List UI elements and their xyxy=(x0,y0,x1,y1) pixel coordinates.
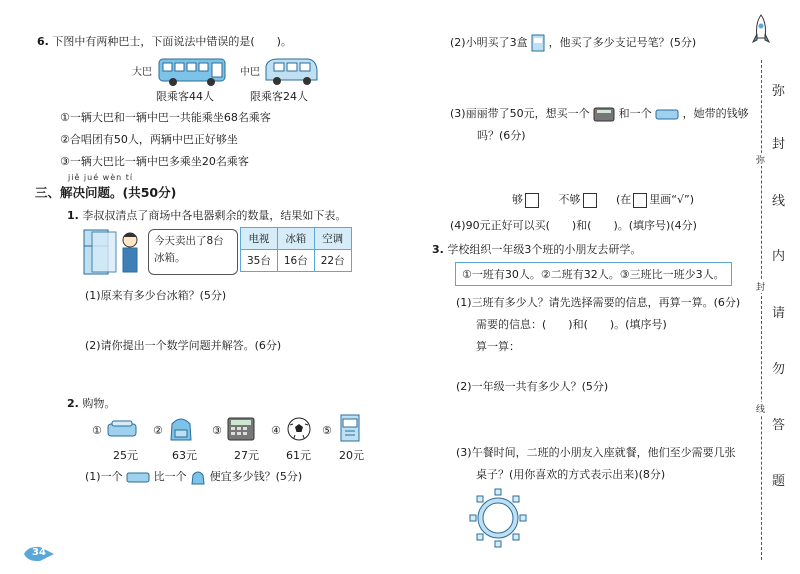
item-5-mark: ⑤ xyxy=(322,424,332,437)
speech-bubble: 今天卖出了8台冰箱。 xyxy=(148,229,238,275)
big-bus-label: 大巴 xyxy=(132,67,152,78)
mid-bus-illustration xyxy=(262,56,320,88)
q3-sub1: (1)三班有多少人？请先选择需要的信息，再算一算。(6分) xyxy=(456,296,741,309)
seal-char-7: 答 xyxy=(772,418,786,433)
value-fridge: 16台 xyxy=(277,250,314,272)
header-ac: 空调 xyxy=(314,228,351,250)
q2-sub3-tail: 吗？(6分) xyxy=(477,129,526,142)
q6-option-3: ③一辆大巴比一辆中巴多乘坐20名乘客 xyxy=(60,155,249,168)
hint-box xyxy=(633,193,647,208)
q3-sub2: (2)一年级一共有多少人？(5分) xyxy=(456,380,609,393)
section-pinyin: jiě jué wèn tí xyxy=(68,173,134,182)
pencil-box-small-icon xyxy=(126,471,150,483)
q3-calc-label: 算一算： xyxy=(476,340,520,353)
header-tv: 电视 xyxy=(241,228,278,250)
page-number: 34 xyxy=(32,547,46,558)
q1-sub2: (2)请你提出一个数学问题并解答。(6分) xyxy=(85,339,282,352)
round-table-illustration xyxy=(468,488,528,548)
header-fridge: 冰箱 xyxy=(277,228,314,250)
seal-small-1: 弥 xyxy=(756,153,765,166)
enough-checkbox[interactable] xyxy=(525,193,539,208)
q2-sub1 xyxy=(85,468,302,485)
chair xyxy=(513,534,519,540)
seal-char-6: 勿 xyxy=(772,362,786,377)
q1-number: 1. xyxy=(67,209,79,222)
chair xyxy=(477,534,483,540)
seal-char-3: 线 xyxy=(772,194,786,209)
q3-sub3-line1: (3)午餐时间，二班的小朋友入座就餐，他们至少需要几张 xyxy=(456,446,736,459)
seal-char-4: 内 xyxy=(772,249,786,264)
q2-sub3-part-b: 和一个 xyxy=(618,107,652,120)
q2-sub1-part-b: 比一个 xyxy=(153,470,187,483)
q2-sub2-part-b: ，他买了多少支记号笔？(5分) xyxy=(548,36,697,49)
mid-bus-label: 中巴 xyxy=(240,67,260,78)
mid-bus-capacity: 限乘客24人 xyxy=(250,90,308,103)
calculator-small-icon xyxy=(593,106,615,122)
backpack-icon xyxy=(167,414,195,442)
item-5-price: 20元 xyxy=(339,449,364,462)
seal-char-5: 请 xyxy=(772,306,786,321)
q1-prompt xyxy=(67,207,346,223)
seal-dashed-line xyxy=(761,60,762,560)
q6-option-1: ①一辆大巴和一辆中巴一共能乘坐68名乘客 xyxy=(60,111,271,124)
fridge-clerk-illustration xyxy=(82,228,144,276)
item-1-price: 25元 xyxy=(113,449,138,462)
q2-number: 2. xyxy=(67,397,79,410)
q2-sub2 xyxy=(450,34,696,52)
mark-hint-b: 里画“√”) xyxy=(649,193,694,206)
pencil-box-icon xyxy=(106,418,138,440)
item-4-price: 61元 xyxy=(286,449,311,462)
q2-sub4: (4)90元正好可以买( )和( )。(填序号)(4分) xyxy=(450,219,697,232)
chair xyxy=(477,496,483,502)
q6-number: 6. xyxy=(37,35,49,48)
q3-info-box: ①一班有30人。②二班有32人。③三班比一班少3人。 xyxy=(455,262,732,286)
q1-text: 李叔叔清点了商场中各电器剩余的数量，结果如下表。 xyxy=(82,209,347,222)
seal-char-1: 弥 xyxy=(772,84,786,99)
item-1-mark: ① xyxy=(92,424,102,437)
item-2-price: 63元 xyxy=(172,449,197,462)
enough-choice xyxy=(512,191,694,208)
item-2-mark: ② xyxy=(153,424,163,437)
not-enough-checkbox[interactable] xyxy=(583,193,597,208)
big-bus-capacity: 限乘客44人 xyxy=(156,90,214,103)
mark-hint-a: (在 xyxy=(616,193,632,206)
q2-sub1-part-a: (1)一个 xyxy=(85,470,123,483)
seal-char-8: 题 xyxy=(772,474,786,489)
page-number-badge xyxy=(24,546,54,562)
seal-small-3: 线 xyxy=(756,402,765,415)
q3-number: 3. xyxy=(432,243,444,256)
enough-label: 够 xyxy=(512,193,523,206)
q6-option-2: ②合唱团有50人，两辆中巴正好够坐 xyxy=(60,133,238,146)
q2-sub3-part-a: (3)丽丽带了50元，想买一个 xyxy=(450,107,590,120)
marker-box-small-icon xyxy=(531,34,545,52)
q3-text: 学校组织一年级3个班的小朋友去研学。 xyxy=(447,243,642,256)
pencil-box-small-icon-2 xyxy=(655,108,679,120)
q3-need-info: 需要的信息：( )和( )。(填序号) xyxy=(476,318,667,331)
calculator-icon xyxy=(226,416,256,442)
seal-small-2: 封 xyxy=(756,280,765,293)
not-enough-label: 不够 xyxy=(558,193,581,206)
item-4-mark: ④ xyxy=(271,424,281,437)
marker-box-icon xyxy=(339,413,361,443)
q2-prompt xyxy=(67,395,115,411)
section-title: 三、解决问题。(共50分) xyxy=(35,185,177,200)
q6-text: 下图中有两种巴士，下面说法中错误的是( )。 xyxy=(52,35,292,48)
q2-sub1-part-c: 便宜多少钱？(5分) xyxy=(209,470,303,483)
q2-text: 购物。 xyxy=(82,397,116,410)
backpack-small-icon xyxy=(190,469,206,485)
soccer-ball-icon xyxy=(286,416,312,442)
q6-prompt xyxy=(37,33,292,49)
q3-sub3-line2: 桌子？(用你喜欢的方式表示出来)(8分) xyxy=(476,468,666,481)
rocket-icon xyxy=(752,14,770,48)
chair xyxy=(513,496,519,502)
q3-prompt xyxy=(432,241,641,257)
q1-sub1: (1)原来有多少台冰箱？(5分) xyxy=(85,289,227,302)
big-bus-illustration xyxy=(157,56,229,88)
q2-sub2-part-a: (2)小明买了3盒 xyxy=(450,36,528,49)
chair xyxy=(520,515,526,521)
q2-sub3 xyxy=(450,105,749,122)
value-ac: 22台 xyxy=(314,250,351,272)
item-3-price: 27元 xyxy=(234,449,259,462)
chair xyxy=(495,489,501,495)
chair xyxy=(495,541,501,547)
value-tv: 35台 xyxy=(241,250,278,272)
chair xyxy=(470,515,476,521)
q2-sub3-part-c: ，她带的钱够 xyxy=(682,107,749,120)
seal-char-2: 封 xyxy=(772,137,786,152)
item-3-mark: ③ xyxy=(212,424,222,437)
appliance-table xyxy=(240,227,352,272)
